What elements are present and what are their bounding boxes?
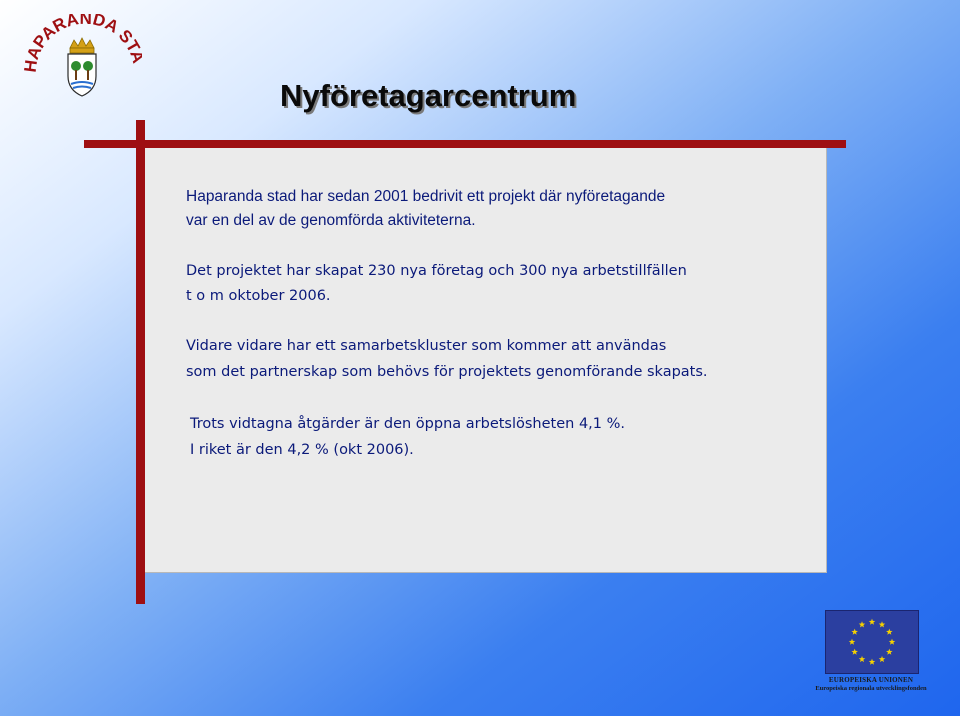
paragraph-line: Vidare vidare har ett samarbetskluster som kommer att användas xyxy=(186,338,667,354)
paragraph-line: som det partnerskap som behövs för projektets genomförande skapats. xyxy=(186,364,708,380)
eu-star xyxy=(849,639,855,645)
paragraph-line: I riket är den 4,2 % (okt 2006). xyxy=(190,442,414,458)
eu-star xyxy=(869,659,875,665)
paragraph-line: Haparanda stad har sedan 2001 bedrivit ett projekt där nyföretagande xyxy=(186,188,666,205)
eu-star xyxy=(886,629,892,635)
paragraph-project-history xyxy=(186,185,665,233)
eu-flag-icon xyxy=(825,610,919,674)
eu-star xyxy=(859,621,865,627)
eu-star xyxy=(851,649,857,655)
paragraph-unemployment xyxy=(190,411,625,463)
eu-star xyxy=(859,656,865,662)
haparanda-logo xyxy=(24,14,142,106)
eu-star xyxy=(886,649,892,655)
eu-star xyxy=(851,629,857,635)
paragraph-cluster xyxy=(186,333,708,385)
paragraph-results xyxy=(186,259,687,309)
paragraph-line: Trots vidtagna åtgärder är den öppna arbetslösheten 4,1 %. xyxy=(190,416,626,432)
paragraph-line: t o m oktober 2006. xyxy=(186,288,331,304)
eu-star xyxy=(879,621,885,627)
vertical-accent-bar xyxy=(136,120,145,604)
eu-star xyxy=(889,639,895,645)
horizontal-accent-bar xyxy=(84,140,846,148)
eu-union-label: EUROPEISKA UNIONEN xyxy=(828,676,914,684)
paragraph-line: Det projektet har skapat 230 nya företag och 300 nya arbetstillfällen xyxy=(186,263,687,279)
paragraph-line: var en del av de genomförda aktiviteterna. xyxy=(186,212,476,229)
eu-fund-label: Europeiska regionala utvecklingsfonden xyxy=(815,685,927,692)
page-title: Nyföretagarcentrum xyxy=(280,78,577,113)
haparanda-coat-of-arms-icon xyxy=(24,14,142,106)
logo-text: APARANDA ST xyxy=(24,14,142,63)
eu-star xyxy=(869,619,875,625)
eu-logo xyxy=(805,610,937,696)
eu-star xyxy=(879,656,885,662)
